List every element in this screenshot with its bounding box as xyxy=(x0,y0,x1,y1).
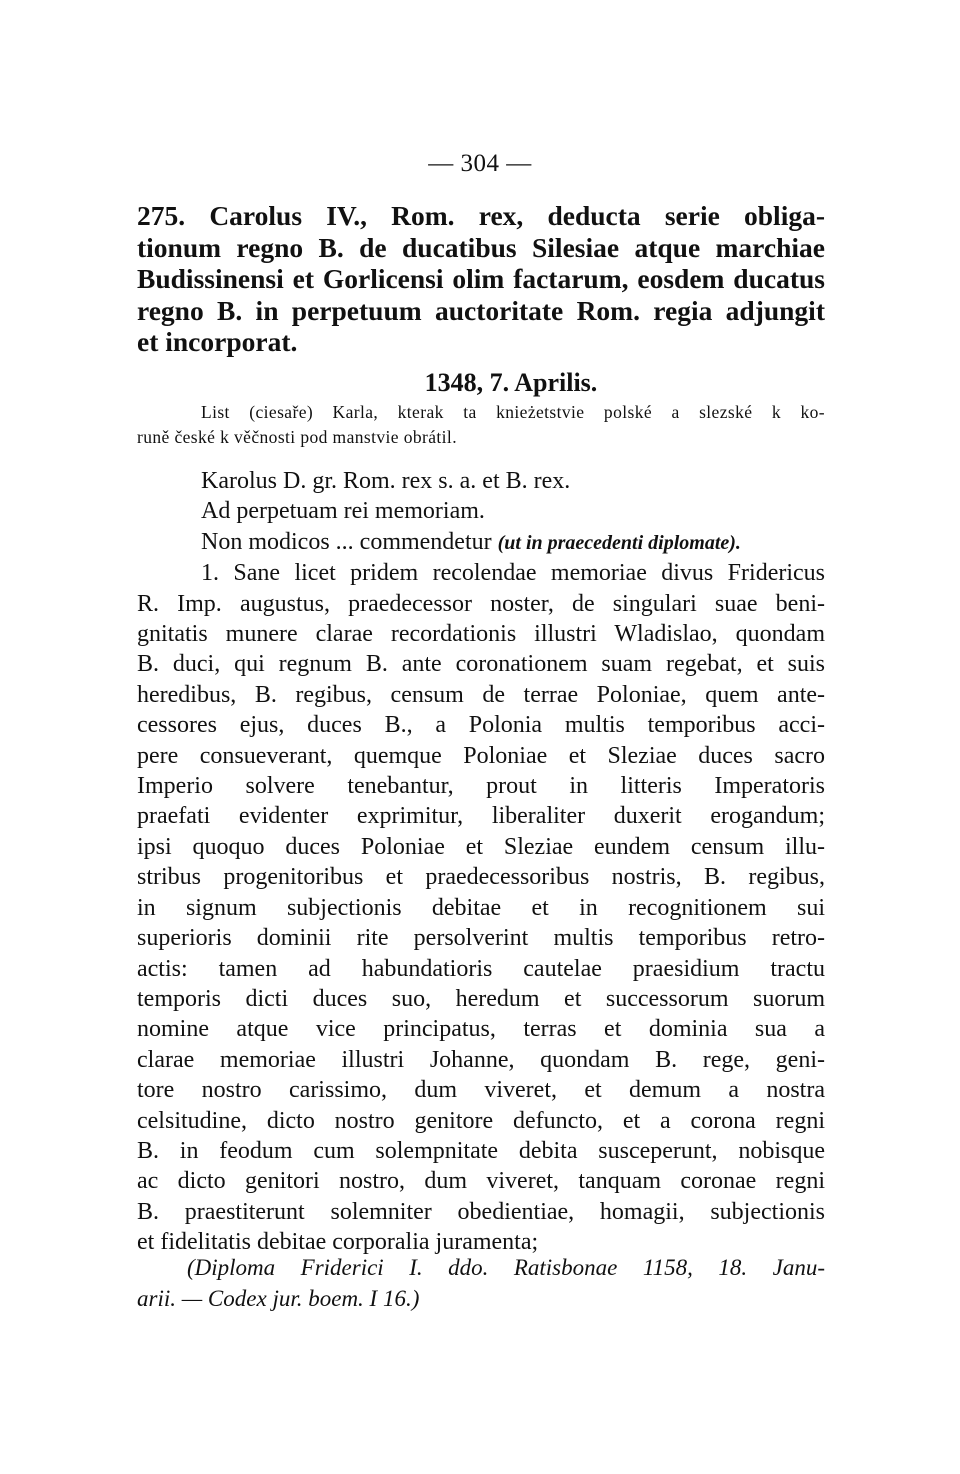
body-line: pere consueverant, quemque Poloniae et Sleziae duces sacro xyxy=(137,742,825,769)
source-citation xyxy=(137,1252,825,1314)
body-line: ac dicto genitori nostro, dum viveret, tanquam coronae regni xyxy=(137,1168,825,1195)
body-line: 1. Sane licet pridem recolendae memoriae divus Fridericus xyxy=(201,560,825,587)
body-line: cessores ejus, duces B., a Polonia multis temporibus acci- xyxy=(137,712,825,739)
body-line: superioris dominii rite persolverint multis temporibus retro- xyxy=(137,925,825,952)
arenga-line xyxy=(137,527,825,558)
body-line: B. praestiterunt solemniter obedientiae, homagii, subjectionis xyxy=(137,1198,825,1225)
summary-line: runě české k věčnosti pod manstvie obrátil. xyxy=(137,427,457,447)
body-line: Imperio solvere tenebantur, prout in litteris Imperatoris xyxy=(137,773,825,800)
heading-line: et incorporat. xyxy=(137,326,298,357)
body-line: heredibus, B. regibus, censum de terrae Poloniae, quem ante- xyxy=(137,681,825,708)
body-line: B. duci, qui regnum B. ante coronationem suam regebat, et suis xyxy=(137,651,825,678)
citation-line: (Diploma Friderici I. ddo. Ratisbonae 1158, 18. Janu- xyxy=(187,1255,825,1280)
body-line: actis: tamen ad habundatioris cautelae praesidium tractu xyxy=(137,955,825,982)
body-line: in signum subjectionis debitae et in recognitionem sui xyxy=(137,894,825,921)
body-line: nomine atque vice principatus, terras et dominia sua a xyxy=(137,1016,825,1043)
body-line: clarae memoriae illustri Johanne, quondam B. rege, geni- xyxy=(137,1046,825,1073)
entry-date: 1348, 7. Aprilis. xyxy=(424,367,598,397)
heading-line: regno B. in perpetuum auctoritate Rom. regia adjungit xyxy=(137,294,825,326)
heading-line: Budissinensi et Gorlicensi olim factarum, eosdem ducatus xyxy=(137,263,825,294)
page-number: — 304 — xyxy=(428,150,532,177)
heading-line: tionum regno B. de ducatibus Silesiae atque marchiae xyxy=(137,231,825,263)
document-body xyxy=(137,466,825,1258)
body-line: gnitatis munere clarae recordationis illustri Wladislao, quondam xyxy=(137,621,825,648)
entry-heading xyxy=(137,200,825,358)
body-line: praefati evidenter exprimitur, liberaliter duxerit erogandum; xyxy=(137,803,825,830)
arenga-text: Non modicos ... commendetur xyxy=(201,528,498,555)
entry-header xyxy=(137,200,825,398)
body-line: celsitudine, dicto nostro genitore defuncto, et a corona regni xyxy=(137,1107,825,1134)
citation-line: arii. — Codex jur. boem. I 16.) xyxy=(137,1286,420,1311)
body-line: R. Imp. augustus, praedecessor noster, de singulari suae beni- xyxy=(137,590,825,617)
memoria-line: Ad perpetuam rei memoriam. xyxy=(201,498,485,525)
body-line: tore nostro carissimo, dum viveret, et demum a nostra xyxy=(137,1077,825,1104)
body-line: ipsi quoquo duces Poloniae et Sleziae eundem censum illu- xyxy=(137,833,825,860)
body-line: B. in feodum cum solempnitate debita susceperunt, nobisque xyxy=(137,1137,825,1164)
summary-line: List (ciesaře) Karla, kterak ta knieżetstvie polské a slezské k ko- xyxy=(201,402,825,422)
body-line: temporis dicti duces suo, heredum et successorum suorum xyxy=(137,985,825,1012)
body-line: et fidelitatis debitae corporalia juramenta; xyxy=(137,1229,539,1256)
arenga-note: (ut in praecedenti diplomate). xyxy=(497,531,741,554)
intitulatio-line: Karolus D. gr. Rom. rex s. a. et B. rex. xyxy=(201,468,571,494)
heading-line: 275. Carolus IV., Rom. rex, deducta serie obliga- xyxy=(137,200,825,231)
body-line: stribus progenitoribus et praedecessoribus nostris, B. regibus, xyxy=(137,864,825,891)
entry-summary xyxy=(137,400,825,450)
